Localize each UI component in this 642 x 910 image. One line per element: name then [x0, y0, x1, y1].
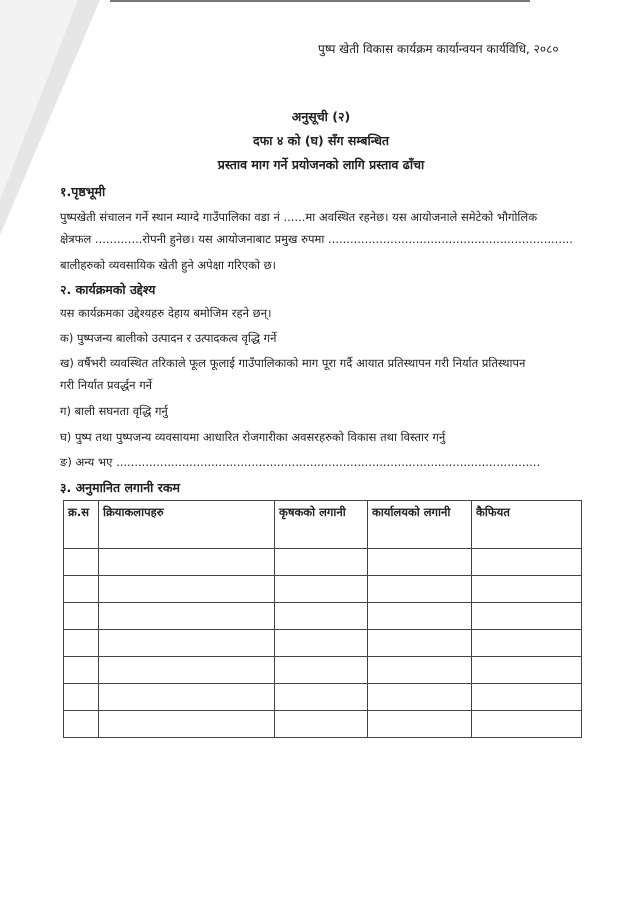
col-remarks: कैफियत	[472, 501, 582, 549]
table-row	[64, 657, 582, 684]
table-cell	[64, 711, 99, 738]
table-cell	[99, 630, 275, 657]
col-activities: क्रियाकलापहरु	[99, 501, 275, 549]
table-cell	[472, 603, 582, 630]
table-row	[64, 549, 582, 576]
table-cell	[275, 576, 368, 603]
table-cell	[472, 711, 582, 738]
table-cell	[99, 684, 275, 711]
table-row	[64, 711, 582, 738]
table-cell	[99, 576, 275, 603]
table-cell	[275, 603, 368, 630]
table-cell	[99, 711, 275, 738]
table-cell	[64, 576, 99, 603]
table-cell	[368, 657, 472, 684]
background-line-3: बालीहरुको व्यवसायिक खेती हुने अपेक्षा गरिएको छ।	[60, 258, 276, 272]
col-office-investment: कार्यालयको लगानी	[368, 501, 472, 549]
investment-heading: ३. अनुमानित लगानी रकम	[60, 480, 180, 495]
table-cell	[275, 711, 368, 738]
table-cell	[64, 684, 99, 711]
table-cell	[64, 603, 99, 630]
objectives-heading: २. कार्यक्रमको उद्देश्य	[60, 282, 156, 297]
background-heading: १.पृष्ठभूमी	[60, 184, 106, 199]
table-header-row	[64, 501, 582, 549]
table-cell	[99, 603, 275, 630]
table-row	[64, 603, 582, 630]
form-title: प्रस्ताव माग गर्ने प्रयोजनको लागि प्रस्ताव ढाँचा	[217, 157, 425, 172]
table-row	[64, 630, 582, 657]
table-cell	[368, 630, 472, 657]
scan-edge	[110, 0, 530, 2]
section-reference: दफा ४ को (घ) सँग सम्बन्धित	[252, 133, 390, 148]
table-cell	[368, 549, 472, 576]
table-cell	[64, 657, 99, 684]
table-cell	[64, 549, 99, 576]
table-cell	[472, 576, 582, 603]
table-cell	[368, 603, 472, 630]
table-cell	[275, 657, 368, 684]
col-farmer-investment: कृषकको लगानी	[275, 501, 368, 549]
table-cell	[368, 576, 472, 603]
objective-b-line-2: गरी निर्यात प्रवर्द्धन गर्ने	[60, 378, 153, 392]
objective-a: क) पुष्पजन्य बालीको उत्पादन र उत्पादकत्व वृद्धि गर्ने	[60, 331, 277, 345]
table-row	[64, 576, 582, 603]
table-cell	[472, 630, 582, 657]
table-cell	[99, 657, 275, 684]
objective-c: ग) बाली सघनता वृद्धि गर्नु	[60, 404, 168, 418]
objective-d: घ) पुष्प तथा पुष्पजन्य व्यवसायमा आधारित रोजगारीका अवसरहरुको विकास तथा विस्तार गर्नु	[60, 430, 446, 444]
col-serial: क्र.स	[64, 501, 99, 549]
document-header: पुष्प खेती विकास कार्यक्रम कार्यान्वयन कार्यविधि, २०८०	[318, 42, 559, 56]
table-cell	[275, 684, 368, 711]
table-cell	[275, 630, 368, 657]
table-cell	[472, 549, 582, 576]
background-line-2: क्षेत्रफल .............रोपनी हुनेछ। यस आयोजनाबाट प्रमुख रुपमा ...................................................................	[60, 232, 573, 246]
annex-title: अनुसूची (२)	[291, 109, 351, 124]
table-row	[64, 684, 582, 711]
table-cell	[275, 549, 368, 576]
table-cell	[472, 684, 582, 711]
table-cell	[368, 684, 472, 711]
table-cell	[64, 630, 99, 657]
table-cell	[368, 711, 472, 738]
table-cell	[472, 657, 582, 684]
objective-b-line-1: ख) वर्षैभरी व्यवस्थित तरिकाले फूल फूलाई गाउँपालिकाको माग पूरा गर्दै आयात प्रतिस्थापन गरी निर्यात प्रतिस्थापन	[60, 356, 526, 370]
objective-e: ङ) अन्य भए ....................................................................................................................	[60, 455, 541, 469]
objectives-intro: यस कार्यक्रमका उद्देश्यहरु देहाय बमोजिम रहने छन्।	[60, 306, 272, 320]
background-line-1: पुष्पखेती संचालन गर्ने स्थान म्याग्दे गाउँपालिका वडा नं ......मा अवस्थित रहनेछ। यस आयोजनाले समेटेको भौगोलिक	[60, 210, 538, 224]
table-cell	[99, 549, 275, 576]
investment-table	[63, 500, 582, 738]
